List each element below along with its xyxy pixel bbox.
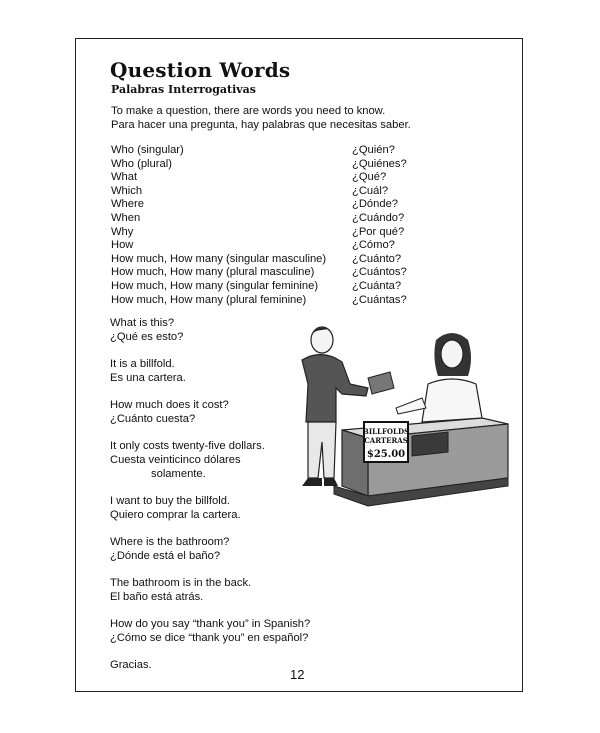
phrase-line-spanish: ¿Cuánto cuesta? bbox=[110, 413, 196, 425]
vocabulary-spanish: ¿Cuántos? bbox=[352, 266, 407, 279]
vocabulary-list bbox=[111, 144, 421, 307]
phrase-block bbox=[110, 617, 340, 645]
vocabulary-row bbox=[111, 266, 421, 280]
phrase-line-spanish: Es una cartera. bbox=[110, 372, 186, 384]
page-title: Question Words bbox=[110, 58, 291, 82]
vocabulary-spanish: ¿Cuánta? bbox=[352, 279, 402, 292]
phrase-block bbox=[110, 535, 340, 563]
vocabulary-row bbox=[111, 239, 421, 253]
vocabulary-english: What bbox=[111, 171, 138, 184]
vocabulary-spanish: ¿Por qué? bbox=[352, 225, 405, 238]
vocabulary-spanish: ¿Cuántas? bbox=[352, 293, 407, 306]
phrase-line-spanish: ¿Dónde está el baño? bbox=[110, 550, 221, 562]
vocabulary-row bbox=[111, 171, 421, 185]
vocabulary-row bbox=[111, 280, 421, 294]
vocabulary-english: How bbox=[111, 239, 134, 252]
phrase-line-english: I want to buy the billfold. bbox=[110, 495, 231, 507]
vocabulary-row bbox=[111, 253, 421, 267]
vocabulary-spanish: ¿Qué? bbox=[352, 171, 387, 184]
phrase-line-continuation: solamente. bbox=[151, 468, 206, 480]
phrase-line-english: It is a billfold. bbox=[110, 358, 175, 370]
page-subtitle: Palabras Interrogativas bbox=[111, 83, 256, 96]
phrase-line-english: Gracias. bbox=[110, 659, 152, 671]
vocabulary-english: How much, How many (plural feminine) bbox=[111, 293, 307, 306]
phrase-line-english: How do you say “thank you” in Spanish? bbox=[110, 618, 311, 630]
store-illustration bbox=[272, 318, 512, 518]
vocabulary-spanish: ¿Dónde? bbox=[352, 198, 399, 211]
vocabulary-english: How much, How many (singular masculine) bbox=[111, 252, 327, 265]
phrase-line-spanish: El baño está atrás. bbox=[110, 591, 204, 603]
intro-text bbox=[111, 104, 411, 132]
vocabulary-english: Why bbox=[111, 225, 134, 238]
phrase-block bbox=[110, 658, 340, 672]
vocabulary-row bbox=[111, 185, 421, 199]
vocabulary-spanish: ¿Cuándo? bbox=[352, 211, 405, 224]
phrase-line-spanish: Cuesta veinticinco dólares bbox=[110, 454, 241, 466]
sign-billfolds: BILLFOLDS bbox=[362, 427, 410, 436]
phrase-line-spanish: ¿Qué es esto? bbox=[110, 331, 184, 343]
sign-carteras: CARTERAS bbox=[364, 436, 408, 445]
clerk-figure bbox=[396, 333, 482, 422]
counter-drawing bbox=[334, 418, 508, 506]
vocabulary-english: How much, How many (plural masculine) bbox=[111, 266, 315, 279]
vocabulary-english: How much, How many (singular feminine) bbox=[111, 279, 319, 292]
intro-line-spanish: Para hacer una pregunta, hay palabras que necesitas saber. bbox=[111, 119, 411, 131]
phrase-line-english: The bathroom is in the back. bbox=[110, 577, 252, 589]
vocabulary-row bbox=[111, 144, 421, 158]
phrase-line-spanish: Quiero comprar la cartera. bbox=[110, 509, 241, 521]
vocabulary-spanish: ¿Quiénes? bbox=[352, 157, 407, 170]
vocabulary-spanish: ¿Cuál? bbox=[352, 184, 389, 197]
phrase-line-english: It only costs twenty-five dollars. bbox=[110, 440, 265, 452]
sign-price: $25.00 bbox=[366, 449, 406, 460]
vocabulary-english: Who (plural) bbox=[111, 157, 172, 170]
vocabulary-row bbox=[111, 212, 421, 226]
vocabulary-row bbox=[111, 198, 421, 212]
vocabulary-row bbox=[111, 158, 421, 172]
page-number: 12 bbox=[290, 667, 305, 682]
billfold-drawing bbox=[368, 372, 394, 394]
vocabulary-spanish: ¿Cuánto? bbox=[352, 252, 402, 265]
intro-line-english: To make a question, there are words you need to know. bbox=[111, 105, 386, 117]
phrase-line-english: Where is the bathroom? bbox=[110, 536, 230, 548]
vocabulary-spanish: ¿Quién? bbox=[352, 144, 395, 156]
phrase-block bbox=[110, 576, 340, 604]
vocabulary-english: Who (singular) bbox=[111, 144, 184, 156]
phrase-line-english: What is this? bbox=[110, 317, 175, 329]
vocabulary-english: Which bbox=[111, 184, 143, 197]
vocabulary-english: Where bbox=[111, 198, 144, 211]
vocabulary-english: When bbox=[111, 211, 141, 224]
vocabulary-row bbox=[111, 294, 421, 308]
vocabulary-row bbox=[111, 226, 421, 240]
price-sign bbox=[363, 422, 409, 462]
vocabulary-spanish: ¿Cómo? bbox=[352, 239, 395, 252]
phrase-line-english: How much does it cost? bbox=[110, 399, 229, 411]
phrase-line-spanish: ¿Cómo se dice “thank you” en español? bbox=[110, 632, 309, 644]
